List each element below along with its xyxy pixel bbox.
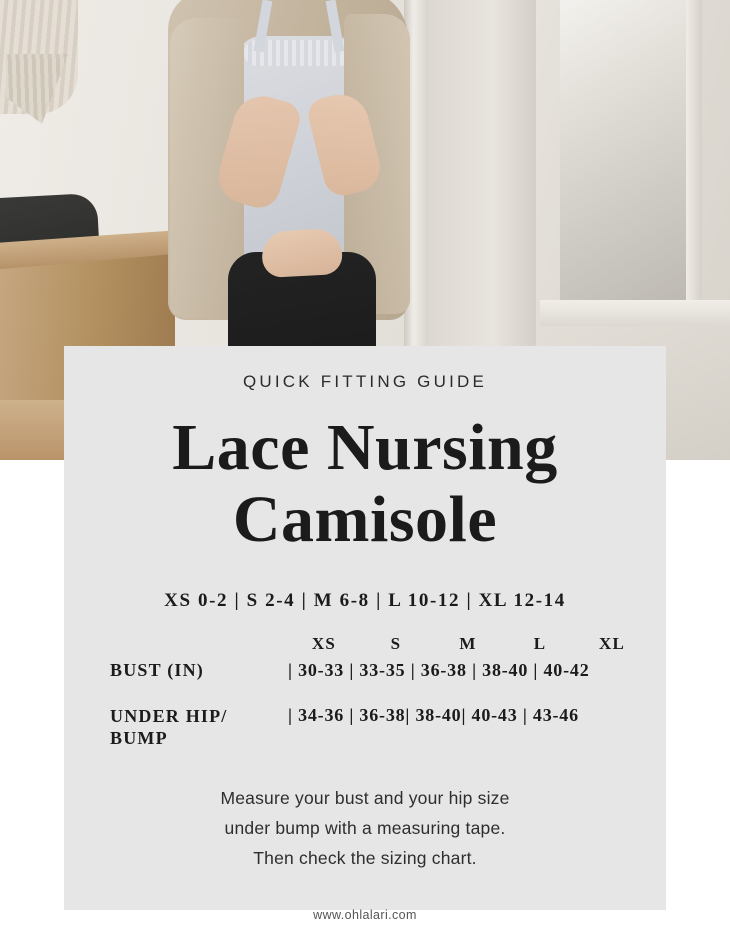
column-header-xl: XL [598,634,626,653]
footer-website: www.ohlalari.com [313,908,417,922]
measuring-instructions [155,783,575,873]
header-cells [288,634,648,654]
model-hands [261,228,343,278]
row-values-bust: | 30-33 | 33-35 | 36-38 | 38-40 | 40-42 [288,660,590,680]
row-label-under-hip-bump [100,705,288,749]
table-row [100,660,630,681]
row-label-line-1: UNDER HIP/ [110,706,228,726]
card-eyebrow: QUICK FITTING GUIDE [242,372,488,391]
instructions-line-2: under bump with a measuring tape. [224,818,506,838]
table-row [100,705,630,749]
instructions-line-3: Then check the sizing chart. [253,848,477,868]
column-header-s: S [390,634,402,653]
row-label-bust: BUST (IN) [110,660,204,680]
page-title [64,412,666,556]
size-table [100,634,630,749]
header-label-spacer [100,634,288,654]
row-values-under-hip-bump: | 34-36 | 36-38| 38-40| 40-43 | 43-46 [288,705,579,725]
fitting-guide-card [64,346,666,910]
column-header-xs: XS [311,634,337,653]
size-range-line: XS 0-2 | S 2-4 | M 6-8 | L 10-12 | XL 12-14 [164,590,566,611]
window-mullion [686,0,702,306]
window-glass [560,0,688,302]
page-title-line-1: Lace Nursing [172,411,558,484]
window-sill [540,300,730,326]
page-title-line-2: Camisole [232,483,498,556]
column-header-l: L [533,634,547,653]
row-label-line-2: BUMP [110,728,168,748]
instructions-line-1: Measure your bust and your hip size [220,788,510,808]
macrame-wall-hanging [0,0,78,114]
size-table-header-row [100,634,630,654]
column-header-m: M [459,634,477,653]
